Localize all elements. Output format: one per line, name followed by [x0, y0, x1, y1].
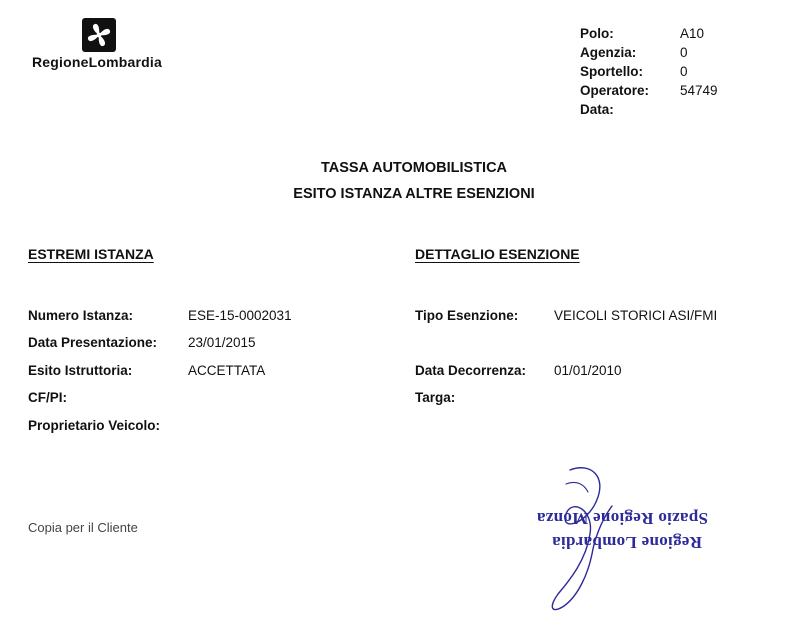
office-row-data — [580, 100, 718, 119]
handwritten-signature — [530, 462, 640, 617]
stamp-line-1: Regione Lombardia — [551, 533, 702, 552]
data-decorrenza-value: 01/01/2010 — [554, 363, 622, 378]
estremi-istanza-heading: ESTREMI ISTANZA — [28, 246, 154, 262]
office-value: 0 — [680, 64, 688, 79]
office-label: Agenzia: — [580, 45, 637, 60]
cfpi-label: CF/PI: — [28, 390, 67, 405]
data-presentazione-value: 23/01/2015 — [188, 335, 256, 350]
esito-istruttoria-label: Esito Istruttoria: — [28, 363, 133, 378]
office-info — [580, 24, 718, 119]
office-label: Data: — [580, 102, 614, 117]
targa-label: Targa: — [415, 390, 456, 405]
dettaglio-esenzione-heading: DETTAGLIO ESENZIONE — [415, 246, 580, 262]
data-presentazione-label: Data Presentazione: — [28, 335, 158, 350]
office-value: A10 — [680, 26, 705, 41]
data-decorrenza-label: Data Decorrenza: — [415, 363, 527, 378]
office-row-polo — [580, 24, 718, 43]
office-label: Sportello: — [580, 64, 643, 79]
office-label: Polo: — [580, 26, 614, 41]
office-value: 54749 — [680, 83, 718, 98]
tipo-esenzione-label: Tipo Esenzione: — [415, 308, 519, 323]
office-row-agenzia — [580, 43, 718, 62]
numero-istanza-label: Numero Istanza: — [28, 308, 134, 323]
region-logo-text: RegioneLombardia — [32, 54, 162, 70]
office-label: Operatore: — [580, 83, 650, 98]
numero-istanza-value: ESE-15-0002031 — [188, 308, 292, 323]
esito-istruttoria-value: ACCETTATA — [188, 363, 266, 378]
proprietario-veicolo-label: Proprietario Veicolo: — [28, 418, 161, 433]
region-logo — [32, 18, 172, 74]
office-row-sportello — [580, 62, 718, 81]
document-title — [0, 155, 800, 207]
title-line-2: ESITO ISTANZA ALTRE ESENZIONI — [293, 186, 535, 202]
copy-for-client-note: Copia per il Cliente — [28, 520, 138, 535]
tipo-esenzione-value: VEICOLI STORICI ASI/FMI — [554, 308, 718, 323]
stamp-line-2: Spazio Regione Monza — [536, 509, 708, 528]
office-row-operatore — [580, 81, 718, 100]
lombardia-rose-icon — [82, 18, 116, 52]
title-line-1: TASSA AUTOMOBILISTICA — [320, 160, 508, 176]
office-value: 0 — [680, 45, 688, 60]
